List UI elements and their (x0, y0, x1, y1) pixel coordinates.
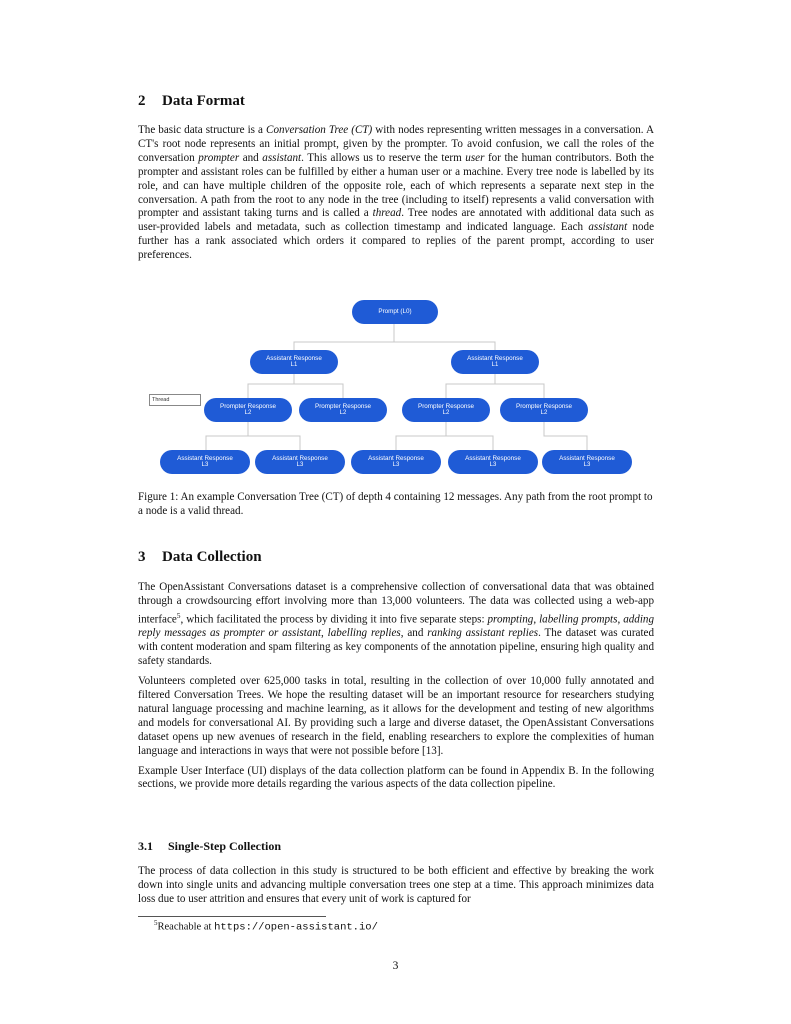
subsection-number: 3.1 (138, 839, 153, 853)
section-title: Data Format (162, 93, 245, 109)
section-2-heading (138, 93, 245, 110)
node-level: L2 (339, 410, 347, 416)
tree-node-l3 (255, 450, 345, 474)
tree-node-l1 (451, 350, 539, 374)
emphasis: prompting (487, 613, 534, 626)
emphasis: labelling replies (327, 627, 401, 640)
node-level: L3 (392, 462, 400, 468)
section-3-paragraph-2: Volunteers completed over 625,000 tasks in total, resulting in the collection of over 10,000 fully annotated and filtered Conversation Trees. We hope the resulting dataset will be an important resource for researchers studying natural language processing and machine learning, as it allows for the development and testing of new algorithms and models for conversational AI. By providing such a large and diverse dataset, the OpenAssistant Conversations dataset opens up new avenues of research in the field, enabling researchers to explore the complexities of human language and interactions in ways that were not possible before [13]. (138, 675, 654, 757)
node-level: L2 (540, 410, 548, 416)
tree-node-l3 (351, 450, 441, 474)
emphasis: thread (372, 207, 402, 220)
text-run: , (617, 613, 624, 626)
section-3-paragraph-3: Example User Interface (UI) displays of the data collection platform can be found in Appendix B. In the following sections, we provide more details regarding the various aspects of the data collection pipeline. (138, 764, 654, 791)
emphasis: Conversation Tree (CT) (266, 124, 373, 136)
node-level: L3 (201, 462, 209, 468)
section-number: 3 (138, 549, 146, 565)
tree-node-l1 (250, 350, 338, 374)
text-run: The OpenAssistant Conversations dataset is a comprehensive collection of conversational data that was obtained through a crowdsourcing effort involving more than 13,000 volunteers. The data was collected using a web-app interface (138, 581, 654, 626)
section-3-heading (138, 549, 262, 566)
emphasis: assistant (262, 151, 302, 164)
tree-node-root (352, 300, 438, 324)
emphasis: user (465, 151, 485, 164)
footnote (154, 919, 378, 934)
node-label: Prompter Response (418, 402, 474, 410)
section-3-1-heading (138, 839, 281, 854)
node-label: Prompter Response (315, 402, 371, 410)
text-run: , (533, 613, 540, 626)
node-level: L1 (290, 362, 298, 368)
text-run: for the human contributors. Both the prompter and assistant roles can be fulfilled by either a human user or a machine. Every tree node is labelled by its role, and can have multiple children of the opposite role, each of which represents a separate next step in the conversation. A path from the root to any node in the tree (including to itself) represents a valid conversation with prompter and assistant taking turns and is called a (138, 151, 654, 220)
text-run: , (321, 627, 328, 640)
footnote-rule (138, 916, 326, 917)
node-level: L2 (442, 410, 450, 416)
thread-tag: Thread (149, 394, 201, 406)
node-label: Assistant Response (467, 354, 523, 362)
tree-node-l3 (160, 450, 250, 474)
node-label: Prompter Response (516, 402, 572, 410)
emphasis: labelling prompts (539, 613, 618, 626)
page-number: 3 (392, 960, 399, 972)
tree-node-l2 (402, 398, 490, 422)
node-level: L2 (244, 410, 252, 416)
text-run: with nodes representing written messages in a conversation. A CT's root node represents an initial prompt, given by the prompter. To avoid confusion, we call the roles of the conversation (138, 124, 654, 164)
section-3-paragraph-1 (138, 581, 654, 669)
tree-node-l2 (500, 398, 588, 422)
section-3-1-paragraph: The process of data collection in this study is structured to be both efficient and effective by breaking the work down into single units and advancing multiple conversation trees one step at a time. This approach minimizes data loss due to user attrition and ensures that every unit of work is captured for (138, 865, 654, 905)
conversation-tree-figure (150, 298, 650, 478)
text-run: , which facilitated the process by dividing it into five separate steps: (180, 613, 488, 626)
node-label: Prompter Response (220, 402, 276, 410)
node-label: Prompt (L0) (378, 308, 412, 316)
text-run: and (239, 151, 263, 164)
text-run: The basic data structure is a (138, 124, 267, 136)
tree-node-l3 (448, 450, 538, 474)
footnote-ref: 5 (176, 610, 181, 620)
emphasis: adding reply messages as prompter or assistant (138, 613, 655, 640)
text-run: , and (400, 627, 428, 640)
section-number: 2 (138, 93, 146, 109)
node-level: L3 (296, 462, 304, 468)
text-run: . The dataset was curated with content moderation and spam filtering as key components of the annotation pipeline, ensuring high quality and safety standards. (138, 627, 655, 668)
tree-node-l3 (542, 450, 632, 474)
emphasis: assistant (588, 221, 628, 234)
node-level: L3 (489, 462, 497, 468)
section-2-paragraph (138, 124, 654, 263)
node-label: Assistant Response (368, 454, 424, 462)
node-level: L1 (491, 362, 499, 368)
node-level: L3 (583, 462, 591, 468)
node-label: Assistant Response (177, 454, 233, 462)
footnote-url[interactable]: https://open-assistant.io/ (214, 921, 378, 934)
tree-node-l2 (299, 398, 387, 422)
text-run: . This allows us to reserve the term (301, 151, 466, 164)
node-label: Assistant Response (272, 454, 328, 462)
emphasis: ranking assistant replies (427, 627, 539, 640)
figure-caption: Figure 1: An example Conversation Tree (CT) of depth 4 containing 12 messages. Any path from the root prompt to a node is a valid thread. (138, 491, 653, 517)
subsection-title: Single-Step Collection (168, 839, 281, 853)
text-run: node further has a rank associated which orders it compared to replies of the parent prompt, according to user preferences. (138, 221, 654, 262)
tree-node-l2 (204, 398, 292, 422)
text-run: . Tree nodes are annotated with additional data such as user-provided labels and metadata, such as collection timestamp and indicated language. Each (138, 207, 655, 234)
footnote-mark: 5 (154, 919, 158, 927)
section-title: Data Collection (162, 549, 262, 565)
node-label: Assistant Response (559, 454, 615, 462)
footnote-text: Reachable at (157, 921, 215, 933)
node-label: Assistant Response (465, 454, 521, 462)
node-label: Assistant Response (266, 354, 322, 362)
emphasis: prompter (198, 151, 240, 164)
